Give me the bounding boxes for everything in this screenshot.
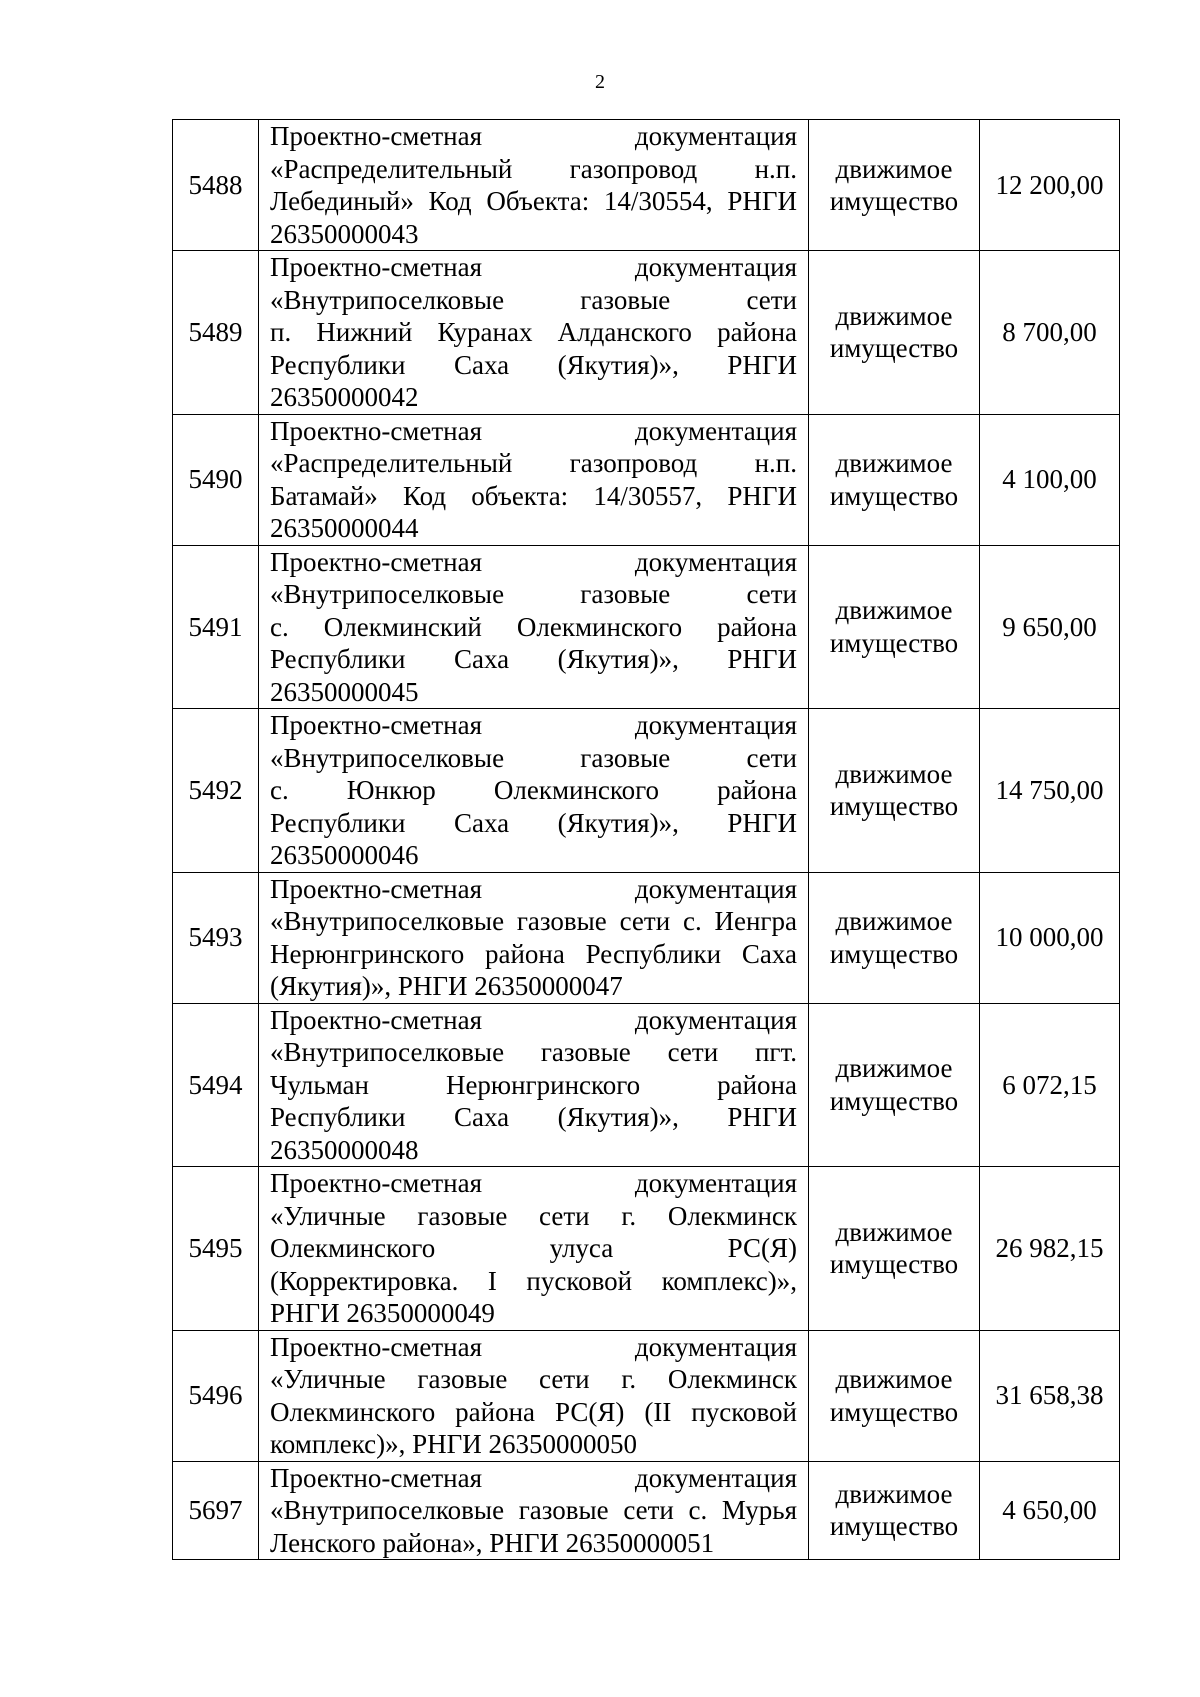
description-line: комплекс)», РНГИ 26350000050 xyxy=(270,1429,638,1459)
registry-number-cell: 5495 xyxy=(173,1167,259,1331)
property-type-cell xyxy=(809,1330,980,1461)
description-line: 26350000043 xyxy=(270,218,419,249)
property-type-line: имущество xyxy=(829,938,959,969)
amount-cell: 4 650,00 xyxy=(980,1461,1120,1560)
description-line: «Уличные газовые сети г. Олекминск xyxy=(270,1364,797,1394)
description-line: Республики Саха (Якутия)», РНГИ xyxy=(270,807,797,838)
description-line: «Уличные газовые сети г. Олекминск xyxy=(270,1200,797,1231)
description-line: Проектно-сметная документация xyxy=(270,1462,797,1493)
property-type-cell xyxy=(809,1461,980,1560)
property-type-line: движимое xyxy=(835,906,953,936)
property-type-cell xyxy=(809,414,980,545)
amount-cell: 31 658,38 xyxy=(980,1330,1120,1461)
description-line: Республики Саха (Якутия)», РНГИ xyxy=(270,1102,797,1132)
property-type-line: движимое xyxy=(835,1478,953,1509)
property-type-cell xyxy=(809,251,980,415)
table-row xyxy=(173,414,1120,545)
description-line: с. Олекминский Олекминского района xyxy=(270,611,797,642)
description-line: «Внутрипоселковые газовые сети пгт. xyxy=(270,1037,797,1067)
table-row xyxy=(173,872,1120,1003)
description-line: «Распределительный газопровод н.п. xyxy=(270,448,797,478)
property-type-line: движимое xyxy=(835,758,953,789)
description-line: «Внутрипоселковые газовые сети xyxy=(270,742,797,773)
description-cell xyxy=(259,120,809,251)
registry-number-cell: 5697 xyxy=(173,1461,259,1560)
page-number: 2 xyxy=(595,71,605,93)
table-row xyxy=(173,709,1120,873)
description-line: РНГИ 26350000049 xyxy=(270,1298,495,1328)
property-type-line: движимое xyxy=(835,1364,953,1394)
description-cell xyxy=(259,1461,809,1560)
description-line: «Внутрипоселковые газовые сети xyxy=(270,284,797,315)
table-row xyxy=(173,1461,1120,1560)
property-type-line: имущество xyxy=(829,1249,959,1280)
property-type-line: движимое xyxy=(835,1053,953,1084)
description-line: (Якутия)», РНГИ 26350000047 xyxy=(270,971,623,1001)
table-row xyxy=(173,1003,1120,1167)
description-line: Проектно-сметная документация xyxy=(270,710,797,740)
amount-cell: 6 072,15 xyxy=(980,1003,1120,1167)
property-type-line: движимое xyxy=(835,595,953,626)
property-type-cell xyxy=(809,872,980,1003)
amount-cell: 8 700,00 xyxy=(980,251,1120,415)
property-type-cell xyxy=(809,545,980,709)
description-line: «Распределительный газопровод н.п. xyxy=(270,153,797,184)
description-cell xyxy=(259,1003,809,1167)
description-line: Республики Саха (Якутия)», РНГИ xyxy=(270,644,797,674)
property-type-line: имущество xyxy=(829,480,959,511)
description-line: 26350000042 xyxy=(270,382,419,412)
property-type-line: имущество xyxy=(829,627,959,658)
description-line: Проектно-сметная документация xyxy=(270,873,797,904)
property-type-line: движимое xyxy=(835,300,953,331)
description-line: Проектно-сметная документация xyxy=(270,252,797,282)
description-cell xyxy=(259,414,809,545)
description-line: Лебединый» Код Объекта: 14/30554, РНГИ xyxy=(270,186,797,216)
description-line: с. Юнкюр Олекминского района xyxy=(270,775,797,805)
registry-number-cell: 5492 xyxy=(173,709,259,873)
description-line: Олекминского района РС(Я) (II пусковой xyxy=(270,1396,797,1427)
amount-cell: 9 650,00 xyxy=(980,545,1120,709)
description-line: Проектно-сметная документация xyxy=(270,1004,797,1035)
registry-number-cell: 5489 xyxy=(173,251,259,415)
description-line: Ленского района», РНГИ 26350000051 xyxy=(270,1527,715,1558)
registry-number-cell: 5493 xyxy=(173,872,259,1003)
description-line: Республики Саха (Якутия)», РНГИ xyxy=(270,349,797,380)
property-type-line: движимое xyxy=(835,1216,953,1247)
description-line: Чульман Нерюнгринского района xyxy=(270,1069,797,1100)
registry-number-cell: 5491 xyxy=(173,545,259,709)
registry-number-cell: 5490 xyxy=(173,414,259,545)
registry-table-body xyxy=(173,120,1120,1560)
description-line: 26350000048 xyxy=(270,1134,419,1165)
description-cell xyxy=(259,1330,809,1461)
description-line: «Внутрипоселковые газовые сети xyxy=(270,579,797,609)
amount-cell: 12 200,00 xyxy=(980,120,1120,251)
description-line: Проектно-сметная документация xyxy=(270,546,797,577)
property-type-cell xyxy=(809,709,980,873)
property-registry-table xyxy=(172,119,1120,1560)
description-line: Проектно-сметная документация xyxy=(270,1168,797,1198)
description-line: п. Нижний Куранах Алданского района xyxy=(270,317,797,347)
description-line: Батамай» Код объекта: 14/30557, РНГИ xyxy=(270,480,797,511)
property-type-line: имущество xyxy=(829,1396,959,1427)
description-line: 26350000045 xyxy=(270,676,419,707)
registry-number-cell: 5494 xyxy=(173,1003,259,1167)
property-type-line: движимое xyxy=(835,153,953,184)
property-type-cell xyxy=(809,120,980,251)
property-type-line: имущество xyxy=(829,791,959,822)
registry-number-cell: 5488 xyxy=(173,120,259,251)
description-line: 26350000046 xyxy=(270,840,419,870)
description-cell xyxy=(259,251,809,415)
property-type-line: имущество xyxy=(829,1511,959,1542)
property-type-line: имущество xyxy=(829,1085,959,1116)
description-line: «Внутрипоселковые газовые сети с. Мурья xyxy=(270,1495,797,1525)
table-row xyxy=(173,545,1120,709)
description-cell xyxy=(259,545,809,709)
description-line: Проектно-сметная документация xyxy=(270,121,797,151)
amount-cell: 4 100,00 xyxy=(980,414,1120,545)
description-line: Нерюнгринского района Республики Саха xyxy=(270,938,797,969)
description-line: 26350000044 xyxy=(270,513,419,543)
description-line: Олекминского улуса РС(Я) xyxy=(270,1233,797,1263)
amount-cell: 10 000,00 xyxy=(980,872,1120,1003)
table-row xyxy=(173,1330,1120,1461)
description-cell xyxy=(259,872,809,1003)
description-line: «Внутрипоселковые газовые сети с. Иенгра xyxy=(270,906,797,936)
property-type-line: движимое xyxy=(835,448,953,478)
registry-number-cell: 5496 xyxy=(173,1330,259,1461)
description-cell xyxy=(259,1167,809,1331)
table-row xyxy=(173,251,1120,415)
property-type-line: имущество xyxy=(829,186,959,216)
description-line: (Корректировка. I пусковой комплекс)», xyxy=(270,1265,797,1296)
amount-cell: 26 982,15 xyxy=(980,1167,1120,1331)
description-line: Проектно-сметная документация xyxy=(270,1331,797,1362)
table-row xyxy=(173,120,1120,251)
description-cell xyxy=(259,709,809,873)
property-type-cell xyxy=(809,1167,980,1331)
property-type-line: имущество xyxy=(829,333,959,364)
table-row xyxy=(173,1167,1120,1331)
property-type-cell xyxy=(809,1003,980,1167)
amount-cell: 14 750,00 xyxy=(980,709,1120,873)
description-line: Проектно-сметная документация xyxy=(270,415,797,446)
